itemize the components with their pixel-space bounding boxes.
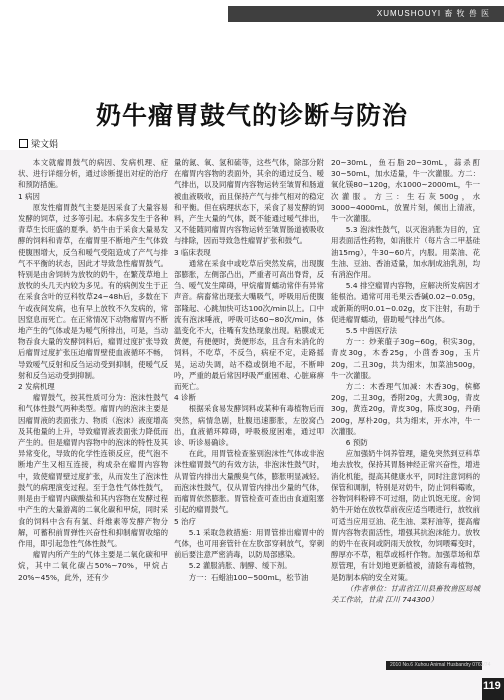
journal-name: XUMUSHOUYI 畜 牧 兽 医 bbox=[376, 9, 490, 18]
text-column-3 bbox=[331, 157, 480, 605]
article-title: 奶牛瘤胃鼓气的诊断与防治 bbox=[95, 101, 408, 130]
page-number: 119 bbox=[483, 680, 501, 692]
paragraph: 根据采食易发酵饲料或某种有毒植物后而突然，病情急剧，肚腹迅速膨胀，左胶窝凸出，血液循环障碍，呼吸极度困难，通过叩诊、听诊易确诊。 bbox=[174, 404, 324, 448]
footer-strip-text: 2010 No.6 Xuhou Animal Husbandry 0763/74 bbox=[390, 662, 491, 668]
paragraph: 原发性瘤胃鼓气主要是因采食了大量容易发酵的饲草，过多等引起。本病多发生于各种青草生长旺盛的夏季。奶牛由于采食大量易发酵的饲料和青草，在瘤胃里不断地产生气体致使腹围增大，反刍和嗳气受阻造成了产气与排气不平衡的状态，因此才导致急性瘤胃鼓气。特别是由舍饲转为放牧的奶牛，在繁茂草地上放牧的头几天内较为多见。有的病例发生于正在采食含叶的豆科牧草24~48h后，多数在下午或夜间发病，也有早上放牧不久发病的，常因窒息而死亡。在正常情况下动物瘤胃内不断地产生的气体或是为嗳气所排出，可是，当动物吞食大量的发酵饲料后，瘤胃过度扩张导致后瘤胃过度扩张压迫瘤胃壁使血液循环不畅，导致嗳气反射和反刍运动受到抑制，使嗳气反射和反刍运动受到抑制。 bbox=[18, 202, 168, 380]
paragraph: 20~30mL，鱼石脂20~30mL，蒜杀酊30~50mL，加水适量，牛一次灌服。方二：氧化镁80~120g，水1000~2000mL，牛一次灌服。方三：生石灰500g，水3000~4000mL，放置片刻，倾出上清液，牛一次灌服。 bbox=[331, 158, 480, 224]
text-column-2 bbox=[174, 157, 324, 583]
author-byline bbox=[19, 137, 58, 150]
paragraph: 5.1 采取急救措施：用胃管排出瘤胃中的气体，也可用套管针在左肷部穿刺放气，穿刺前后要注意严密消毒，以防局部感染。 bbox=[174, 527, 324, 560]
section-heading: 3 临床表现 bbox=[174, 247, 211, 257]
footer-strip bbox=[386, 661, 491, 670]
author-name: 梁文娟 bbox=[31, 140, 59, 150]
section-heading: 1 病因 bbox=[18, 191, 40, 201]
paragraph: 本文就瘤胃鼓气的病因、发病机理、症状、进行详细分析，通过诊断提出对症的治疗和预防措施。 bbox=[18, 158, 168, 190]
section-heading: 2 发病机理 bbox=[18, 382, 55, 392]
paragraph: 5.3 泡沫性鼓气，以灭泡消胀为目的，宜用表面活性药物，如消胀片（每片含二甲基硅油15mg），牛30~60片，内服。用菜油、花生油、豆油、香油适量，加水制成油乳剂，均有消泡作用。 bbox=[331, 225, 480, 280]
paragraph: 瘤胃内所产生的气体主要是二氧化碳和甲烷，其中二氧化碳占50%~70%，甲烷占20%~45%，此外，还有少 bbox=[18, 550, 168, 582]
paragraph: 方二：木香理气加减：木香30g，槟榔20g，二丑30g，香附20g，大黄30g，青皮30g，黄连20g，青皮30g，陈皮30g，丹硝200g，厚朴20g，共为细末，开水冲，牛一次灌服。 bbox=[331, 382, 480, 436]
paragraph: 5.2 灌服消胀、制酵、缓下剂。 bbox=[188, 561, 292, 571]
paragraph: 方一：石蜡油100~500mL，松节油 bbox=[188, 572, 309, 582]
page-number-tab bbox=[482, 678, 504, 700]
author-box-icon bbox=[19, 139, 28, 148]
paragraph: 量的氮、氧、氢和硫等，这些气体，除部分附在瘤胃内容物的表面外，其余的通过反刍、嗳气排出，以及同瘤胃内容物运转至皱胃和肠道被血液吸收，而且保持产气与排气相对的稳定和平衡。但在病理状态下，采食了易发酵的饲料，产生大量的气体，既不能通过嗳气排出，又不能随同瘤胃内容物运转至皱胃肠道被吸收与排除，因而导致急性瘤胃扩张和鼓气。 bbox=[174, 158, 324, 246]
section-heading: 5.5 中兽医疗法 bbox=[345, 326, 397, 336]
section-heading: 4 诊断 bbox=[174, 393, 196, 403]
paragraph: 瘤胃鼓气，按其性质可分为：泡沫性鼓气和气体性鼓气两种类型。瘤胃内的泡沫主要是因瘤胃液的表面张力、物质（泡沫）液度增高及其他量的上升，导致瘤胃液表面张力降低而产生的。但是瘤胃内容物中的泡沫的特性及其异常变化，导致的化学性连锁反应，使气泡不断地产生又相互连接，构成杂在瘤胃内容物中，致使瘤胃壁过度扩张，从而发生了泡沫性鼓气的病理演变过程。至于急性气体性鼓气，则是由于瘤胃内碳酸盐和其内容物在发酵过程中产生的大量游离的二氧化碳和甲烷，同时采食的饲料中含有有氯、纤维素等发酵产物分解，可蓄积前胃弹性兴奋性和抑制瘤胃收缩的作用，即引起急性气体性鼓气。 bbox=[18, 393, 168, 548]
author-affiliation: （作者单位：甘肃省江川县畜牧兽医局城关工作站，甘肃 江川 744300） bbox=[331, 583, 480, 604]
section-heading: 5 治疗 bbox=[174, 516, 196, 526]
paragraph: 方一：炒莱菔子30g~60g，积实30g，青皮30g，木香25g，小茴香30g，玉片20g，二丑30g，共为细末，加菜油500g，牛一次灌服。 bbox=[331, 337, 480, 380]
paragraph: 5.4 排空瘤胃内容物，应解决所发病因才能根治。通常可用毛果云香碱0.02~0.05g，或新斯的明0.01~0.02g，皮下注射，有助于促进瘤胃蠕动，借助嗳气排出气体。 bbox=[331, 281, 480, 324]
paragraph: 应加强奶牛饲养管理，避免突然到豆科草地去放牧，保持其胃肠神经正常兴奋性，增进消化机能，提高其健康水平，同时注意饲料的保管和调制，特别是对奶牛，防止饲料霉败，谷物饲料粉碎不可过细，防止饥饱无度。舍饲奶牛开始在放牧草前夜应适当喂进行，放牧前可适当应用豆油、花生油、菜籽油等，提高瘤胃内容物表面活性，增强其抗泡沫能力。放牧的奶牛在夜间或阴雨天放牧，勿饲喂霉变时，醇厚亦不草，粗草或栎杆作物。加强草场和草原管理，有计划地更新植被，清除有毒植物，是防制本病的安全对策。 bbox=[331, 449, 480, 582]
text-column-1 bbox=[18, 157, 168, 583]
paragraph: 通常在采食中或吃草后突然发病，出现腹部膨胀，左侧部凸出，严重者可高出脊背，反刍、嗳气发生障碍，甲烷瘤胃蠕动常伴有异常声音。病畜常出现张大嘴吸气，呼吸用后使腹部隆起、心跳加快可达100次/min以上。口中流有泡沫唾液，呼吸可达60~80次/min，体温变化不大，往嘴有发热现象出现。粘膜或无黄便，有便便时，粪便形态，且含有未消化的饲料，不吃草，不反刍，病症不定，走路摇晃，运动失调，站不稳或倒地不起，不断呻吟，严重的最后常因呼吸严重困难、心脏麻痹而死亡。 bbox=[174, 258, 324, 392]
paragraph: 在此，用胃管检查鉴别泡沫性气体或非泡沫性瘤胃鼓气的有效方法，非泡沫性鼓气时，从胃管内排出大量酸臭气体，膨胀明显减轻。而泡沫性鼓气，仅从胃管内排出少量的气体，而瘤胃依然膨胀。胃管检查可查出由食道阻塞引起的瘤胃鼓气。 bbox=[174, 449, 324, 515]
section-heading: 6 预防 bbox=[345, 438, 368, 448]
journal-banner bbox=[228, 6, 504, 22]
